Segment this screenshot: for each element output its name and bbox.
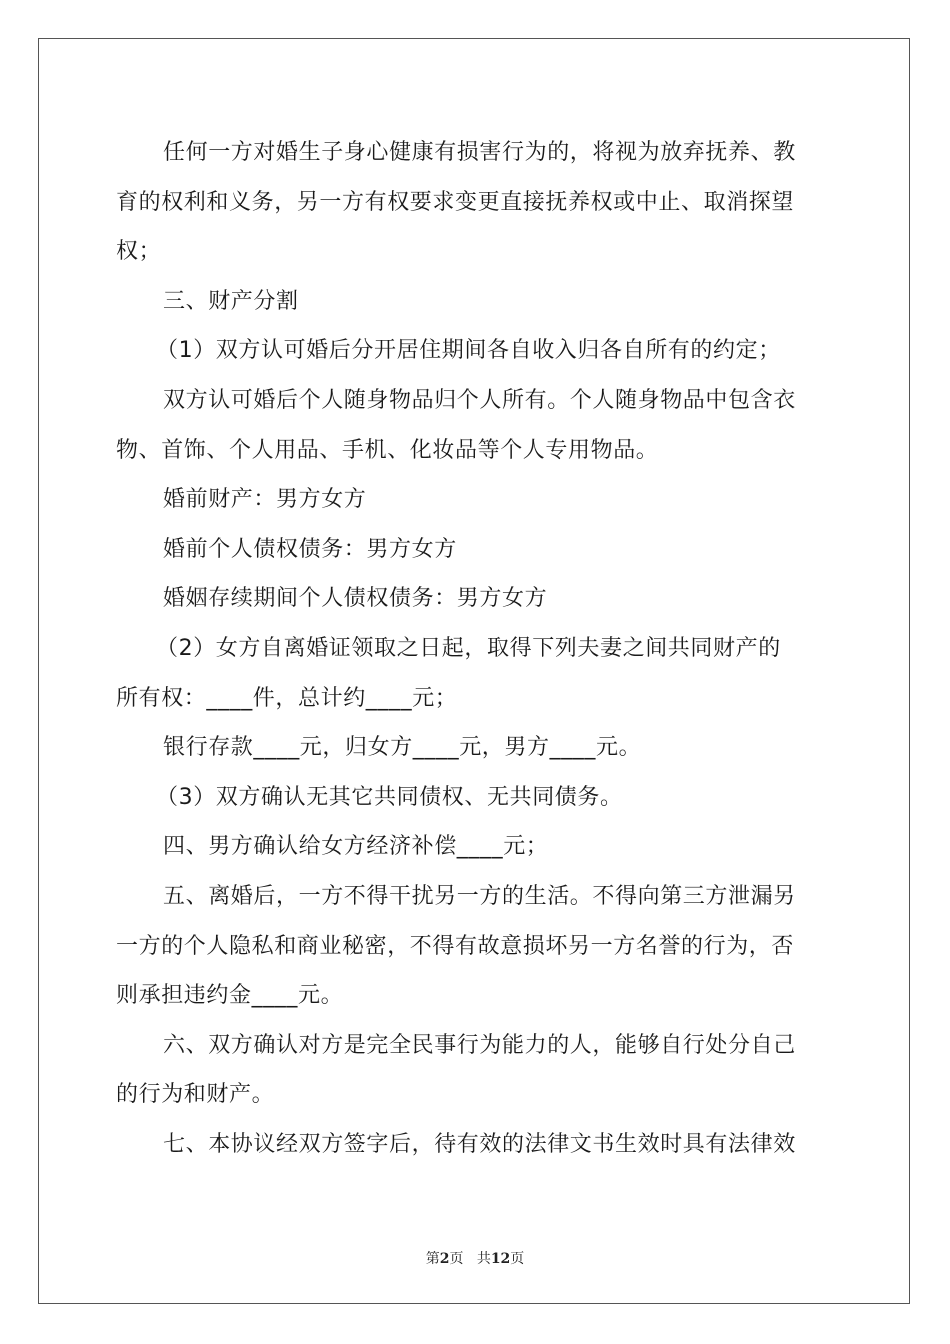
text-line-5: （1）双方认可婚后分开居住期间各自收入归各自所有的约定；	[156, 338, 781, 364]
footer-current-page: 2	[439, 1251, 450, 1267]
text-line-8: 婚前财产：男方女方	[163, 487, 367, 513]
text-line-18: 则承担违约金____元。	[116, 983, 344, 1009]
text-line-1: 任何一方对婚生子身心健康有损害行为的，将视为放弃抚养、教	[163, 140, 796, 165]
page-footer	[0, 1248, 950, 1268]
text-line-6: 双方认可婚后个人随身物品归个人所有。个人随身物品中包含衣	[163, 387, 796, 413]
document-body	[116, 128, 836, 1169]
text-line-14: （3）双方确认无其它共同债权、无共同债务。	[156, 784, 623, 810]
text-line-17: 一方的个人隐私和商业秘密，不得有故意损坏另一方名誉的行为，否	[116, 933, 795, 959]
text-line-3: 权；	[116, 239, 162, 265]
footer-total-pages: 12	[490, 1251, 511, 1267]
text-line-19: 六、双方确认对方是完全民事行为能力的人，能够自行处分自己	[163, 1032, 796, 1058]
footer-prefix: 第	[425, 1251, 440, 1267]
text-line-9: 婚前个人债权债务：男方女方	[163, 536, 457, 562]
text-line-11: （2）女方自离婚证领取之日起，取得下列夫妻之间共同财产的	[156, 635, 781, 661]
text-line-12: 所有权：____件，总计约____元；	[116, 685, 458, 711]
text-line-10: 婚姻存续期间个人债权债务：男方女方	[163, 586, 548, 612]
text-line-15: 四、男方确认给女方经济补偿____元；	[163, 834, 549, 860]
footer-total-suffix: 页	[510, 1251, 525, 1267]
text-line-2: 育的权利和义务，另一方有权要求变更直接抚养权或中止、取消探望	[116, 189, 795, 215]
text-line-4: 三、财产分割	[163, 288, 299, 314]
text-line-20: 的行为和财产。	[116, 1082, 275, 1108]
text-line-7: 物、首饰、个人用品、手机、化妆品等个人专用物品。	[116, 437, 659, 463]
footer-total-prefix: 共	[476, 1251, 491, 1267]
text-line-21: 七、本协议经双方签字后，待有效的法律文书生效时具有法律效	[163, 1131, 796, 1157]
text-line-16: 五、离婚后，一方不得干扰另一方的生活。不得向第三方泄漏另	[163, 883, 796, 909]
text-line-13: 银行存款____元，归女方____元，男方____元。	[163, 735, 642, 761]
footer-page-suffix: 页	[449, 1251, 464, 1267]
